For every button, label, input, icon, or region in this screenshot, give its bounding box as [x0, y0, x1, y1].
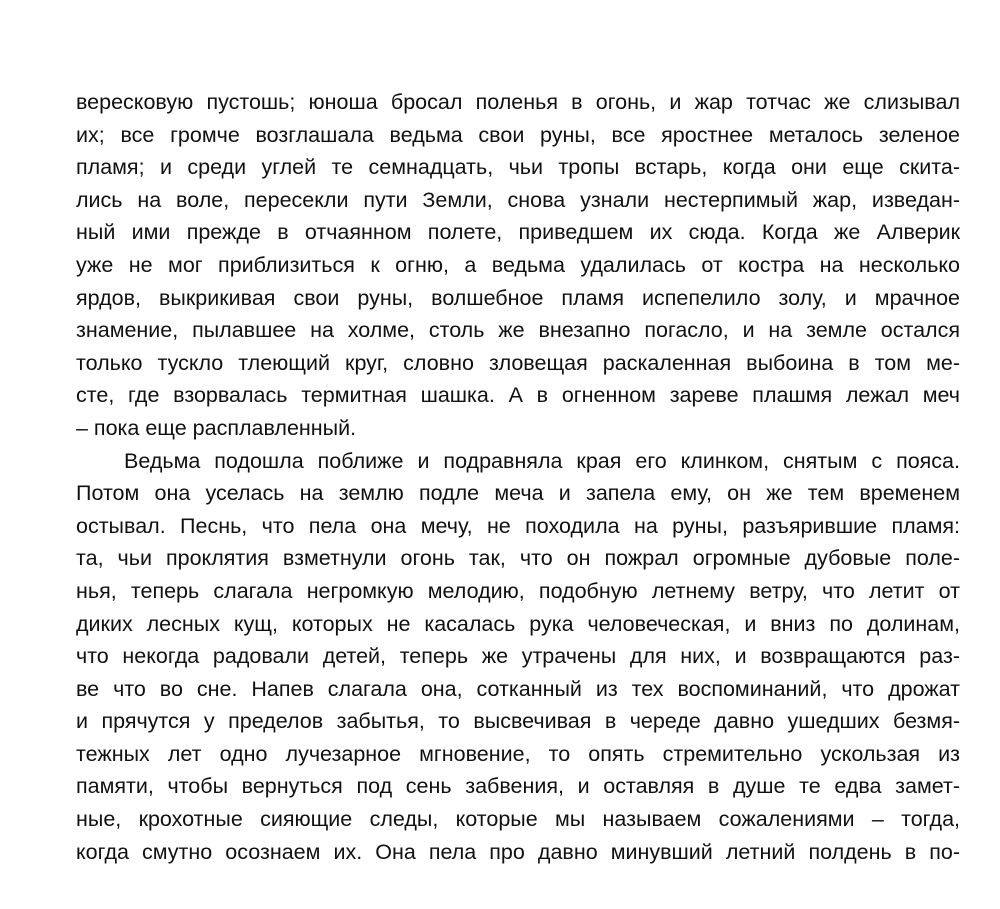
text-line: их; все громче возглашала ведьма свои руны, все яростнее металось зеленое — [76, 122, 960, 147]
text-line: ный ими прежде в отчаянном полете, приведшем их сюда. Когда же Алверик — [76, 220, 960, 245]
text-line: вересковую пустошь; юноша бросал поленья в огонь, и жар тотчас же слизывал — [76, 90, 960, 114]
text-line: ве что во сне. Напев слагала она, сотканный из тех воспоминаний, что дрожат — [76, 676, 960, 701]
body-text — [76, 86, 960, 868]
paragraph-end-line: – пока еще расплавленный. — [76, 415, 357, 440]
text-line: диких лесных кущ, которых не касалась рука человеческая, и вниз по долинам, — [76, 611, 960, 636]
text-line: уже не мог приблизиться к огню, а ведьма удалилась от костра на несколько — [76, 252, 960, 277]
text-line: памяти, чтобы вернуться под сень забвения, и оставляя в душе те едва замет- — [76, 774, 960, 799]
text-line: нья, теперь слагала негромкую мелодию, подобную летнему ветру, что летит от — [76, 578, 960, 603]
text-line: что некогда радовали детей, теперь же утрачены для них, и возвращаются раз- — [76, 644, 960, 669]
text-line: остывал. Песнь, что пела она мечу, не походила на руны, разъярившие пламя: — [76, 513, 960, 538]
text-line: только тускло тлеющий круг, словно зловещая раскаленная выбоина в том ме- — [76, 350, 960, 375]
text-line: лись на воле, пересекли пути Земли, снова узнали нестерпимый жар, изведан- — [76, 187, 960, 212]
text-line: знамение, пылавшее на холме, столь же внезапно погасло, и на земле остался — [76, 318, 960, 343]
text-line: Потом она уселась на землю подле меча и запела ему, он же тем временем — [76, 481, 960, 506]
text-line: когда смутно осознаем их. Она пела про давно минувший летний полдень в по- — [76, 839, 960, 864]
text-line: сте, где взорвалась термитная шашка. А в огненном зареве плашмя лежал меч — [76, 383, 960, 408]
paragraph-start-line: Ведьма подошла поближе и подравняла края его клинком, снятым с пояса. — [124, 448, 960, 473]
text-line: и прячутся у пределов забытья, то высвечивая в череде давно ушедших безмя- — [76, 709, 960, 734]
text-line: тежных лет одно лучезарное мгновение, то опять стремительно ускользая из — [76, 741, 960, 766]
text-line: ные, крохотные сияющие следы, которые мы называем сожалениями – тогда, — [76, 807, 960, 832]
text-line: ярдов, выкрикивая свои руны, волшебное пламя испепелило золу, и мрачное — [76, 285, 960, 310]
text-line: та, чьи проклятия взметнули огонь так, что он пожрал огромные дубовые поле- — [76, 546, 960, 571]
text-line: пламя; и среди углей те семнадцать, чьи тропы встарь, когда они еще скита- — [76, 155, 960, 180]
